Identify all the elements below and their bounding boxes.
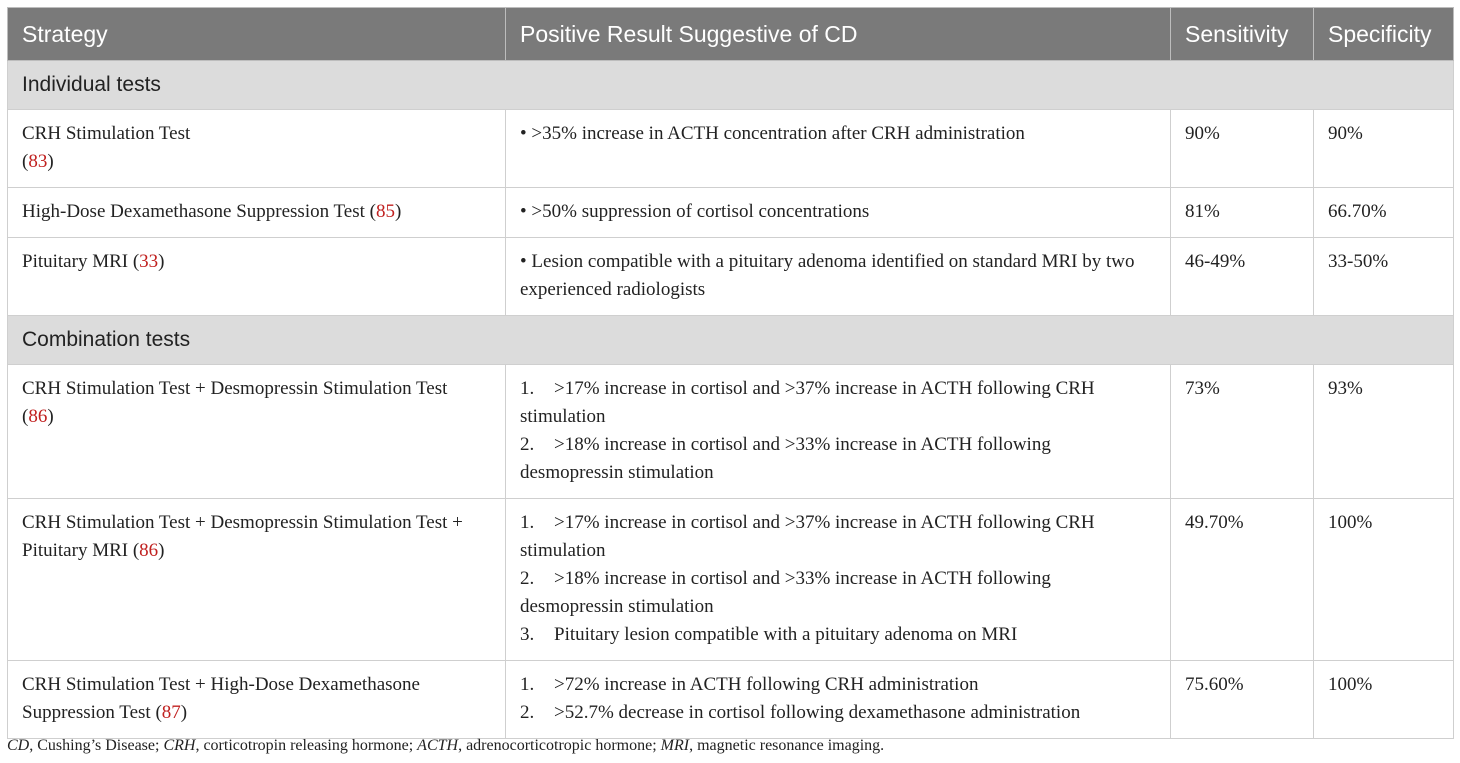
item-number: 3.	[520, 624, 535, 645]
result-item	[520, 431, 1156, 487]
footnote-def: , adrenocorticotropic hormone;	[458, 737, 661, 754]
footnote-abbr: CRH	[163, 737, 196, 754]
strategy-text: CRH Stimulation Test + High-Dose Dexamethasone Suppression Test	[22, 674, 420, 723]
result-item	[520, 621, 1156, 649]
reference-link[interactable]: 86	[28, 406, 48, 427]
result-item	[520, 671, 1156, 699]
specificity-cell: 100%	[1314, 661, 1454, 739]
result-cell	[506, 499, 1171, 661]
strategy-text: High-Dose Dexamethasone Suppression Test	[22, 201, 365, 222]
table-row	[8, 365, 1454, 499]
item-number: 1.	[520, 512, 535, 533]
strategy-cell: CRH Stimulation Test + High-Dose Dexamethasone Suppression Test (87)	[8, 661, 506, 739]
result-bullet: • Lesion compatible with a pituitary adenoma identified on standard MRI by two experienced radiologists	[520, 251, 1135, 300]
item-text: >18% increase in cortisol and >33% increase in ACTH following desmopressin stimulation	[520, 568, 1051, 617]
section-title-combination: Combination tests	[8, 316, 1454, 365]
section-row-combination	[8, 316, 1454, 365]
header-strategy: Strategy	[8, 8, 506, 61]
strategy-cell: CRH Stimulation Test + Desmopressin Stimulation Test (86)	[8, 365, 506, 499]
header-positive-result: Positive Result Suggestive of CD	[506, 8, 1171, 61]
result-cell	[506, 238, 1171, 316]
sensitivity-cell: 90%	[1171, 110, 1314, 188]
section-row-individual	[8, 61, 1454, 110]
table-row	[8, 188, 1454, 238]
item-text: >72% increase in ACTH following CRH administration	[554, 674, 979, 695]
reference-link[interactable]: 83	[28, 151, 48, 172]
item-text: Pituitary lesion compatible with a pituitary adenoma on MRI	[554, 624, 1018, 645]
table-row	[8, 110, 1454, 188]
table-row	[8, 661, 1454, 739]
footnote-abbr: CD	[7, 737, 30, 754]
footnote-def: , magnetic resonance imaging.	[689, 737, 885, 754]
result-item	[520, 565, 1156, 621]
sensitivity-cell: 81%	[1171, 188, 1314, 238]
reference-link[interactable]: 85	[375, 201, 395, 222]
result-cell	[506, 188, 1171, 238]
sensitivity-cell: 73%	[1171, 365, 1314, 499]
table-row	[8, 238, 1454, 316]
result-cell	[506, 661, 1171, 739]
item-number: 2.	[520, 434, 535, 455]
strategy-text: CRH Stimulation Test	[22, 123, 191, 144]
footnote-def: , corticotropin releasing hormone;	[195, 737, 418, 754]
result-item	[520, 699, 1156, 727]
item-text: >52.7% decrease in cortisol following dexamethasone administration	[554, 702, 1081, 723]
result-item	[520, 509, 1156, 565]
reference-link[interactable]: 86	[139, 540, 159, 561]
item-number: 1.	[520, 378, 535, 399]
strategy-cell: CRH Stimulation Test (83)	[8, 110, 506, 188]
item-number: 1.	[520, 674, 535, 695]
result-bullet: • >35% increase in ACTH concentration after CRH administration	[520, 123, 1025, 144]
result-item	[520, 375, 1156, 431]
strategy-cell: High-Dose Dexamethasone Suppression Test (85)	[8, 188, 506, 238]
item-text: >17% increase in cortisol and >37% increase in ACTH following CRH stimulation	[520, 378, 1095, 427]
specificity-cell: 33-50%	[1314, 238, 1454, 316]
specificity-cell: 66.70%	[1314, 188, 1454, 238]
strategy-cell: Pituitary MRI (33)	[8, 238, 506, 316]
footnote-abbr: MRI	[660, 737, 690, 754]
table-container	[7, 7, 1453, 739]
footnote-abbr: ACTH	[417, 737, 459, 754]
result-cell	[506, 365, 1171, 499]
result-cell	[506, 110, 1171, 188]
table-footnote	[7, 737, 884, 755]
section-title-individual: Individual tests	[8, 61, 1454, 110]
header-specificity: Specificity	[1314, 8, 1454, 61]
item-text: >17% increase in cortisol and >37% increase in ACTH following CRH stimulation	[520, 512, 1095, 561]
reference-link[interactable]: 87	[161, 702, 181, 723]
specificity-cell: 90%	[1314, 110, 1454, 188]
item-number: 2.	[520, 702, 535, 723]
strategy-text: Pituitary MRI	[22, 251, 129, 272]
table-row	[8, 499, 1454, 661]
header-sensitivity: Sensitivity	[1171, 8, 1314, 61]
strategy-text: CRH Stimulation Test + Desmopressin Stimulation Test	[22, 378, 448, 399]
footnote-def: , Cushing’s Disease;	[29, 737, 164, 754]
sensitivity-cell: 49.70%	[1171, 499, 1314, 661]
sensitivity-cell: 75.60%	[1171, 661, 1314, 739]
diagnostic-strategies-table	[7, 7, 1454, 739]
specificity-cell: 100%	[1314, 499, 1454, 661]
sensitivity-cell: 46-49%	[1171, 238, 1314, 316]
strategy-cell: CRH Stimulation Test + Desmopressin Stimulation Test + Pituitary MRI (86)	[8, 499, 506, 661]
reference-link[interactable]: 33	[139, 251, 159, 272]
result-bullet: • >50% suppression of cortisol concentrations	[520, 201, 870, 222]
item-text: >18% increase in cortisol and >33% increase in ACTH following desmopressin stimulation	[520, 434, 1051, 483]
item-number: 2.	[520, 568, 535, 589]
specificity-cell: 93%	[1314, 365, 1454, 499]
strategy-text: CRH Stimulation Test + Desmopressin Stimulation Test + Pituitary MRI	[22, 512, 463, 561]
header-row	[8, 8, 1454, 61]
